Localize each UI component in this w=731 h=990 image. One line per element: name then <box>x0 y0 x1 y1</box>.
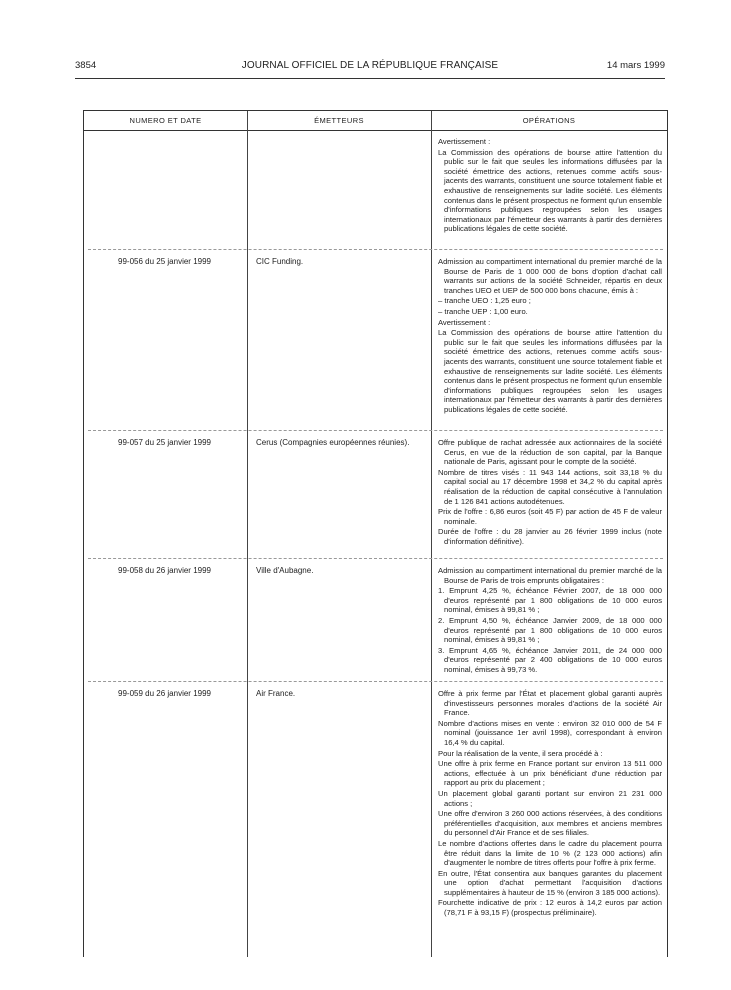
numero-text: 99-057 du 25 janvier 1999 <box>118 438 211 447</box>
operation-paragraph: Admission au compartiment international du premier marché de la Bourse de Paris de trois emprunts obligataires : <box>438 566 662 585</box>
column-header-numero: NUMERO ET DATE <box>129 116 202 125</box>
operations-cell <box>438 689 662 919</box>
operation-paragraph: Une offre à prix ferme en France portant sur environ 13 511 000 actions, effectuée à un prix bénéficiant d'une réduction par rapport au prix du placement ; <box>438 759 662 788</box>
row-separator <box>88 430 663 431</box>
numero-cell <box>84 137 247 146</box>
operations-cell <box>438 438 662 548</box>
column-header-emetteurs: ÉMETTEURS <box>314 116 364 125</box>
emetteur-cell: Cerus (Compagnies européennes réunies). <box>256 438 410 447</box>
operation-paragraph: Nombre d'actions mises en vente : environ 32 010 000 de 54 F nominal (jouissance 1er avril 1998), correspondant à environ 16,4 % du capital. <box>438 718 662 747</box>
operation-paragraph: Avertissement : <box>438 137 491 146</box>
operation-paragraph: 1. Emprunt 4,25 %, échéance Février 2007, de 18 000 000 d'euros représenté par 1 800 obligations de 10 000 euros nominal, émises à 99,81 % ; <box>438 586 662 615</box>
emetteur-cell: Ville d'Aubagne. <box>256 566 314 575</box>
numero-text: 99-059 du 26 janvier 1999 <box>118 689 211 698</box>
numero-cell <box>84 257 247 266</box>
operation-paragraph: Prix de l'offre : 6,86 euros (soit 45 F) par action de 45 F de valeur nominale. <box>438 507 662 526</box>
operation-paragraph: Pour la réalisation de la vente, il sera procédé à : <box>438 748 603 758</box>
operation-paragraph: Offre à prix ferme par l'État et placement global garanti auprès d'investisseurs personnes morales d'actions de la société Air France. <box>438 689 662 718</box>
operation-paragraph: Un placement global garanti portant sur environ 21 231 000 actions ; <box>438 788 662 808</box>
table-header <box>84 111 667 131</box>
numero-text: 99-056 du 25 janvier 1999 <box>118 257 211 266</box>
row-separator <box>88 681 663 682</box>
operation-paragraph: – tranche UEO : 1,25 euro ; <box>438 296 531 306</box>
operation-paragraph: La Commission des opérations de bourse attire l'attention du public sur le fait que seules les informations diffusées par la société émettrice des actions, retenues comme actifs sous-jacents des warrants, constituent une source totalement fiable et exhaustive de renseignements sur ladite société. Les éléments contenus dans le présent prospectus ne forment qu'un ensemble d'informations publiques regroupées selon les usages internationaux par l'émetteur des warrants à partir des dernières publications légales de cette société. <box>438 328 663 414</box>
page-header <box>75 60 665 74</box>
operation-paragraph: 2. Emprunt 4,50 %, échéance Janvier 2009, de 18 000 000 d'euros représenté par 1 800 obligations de 10 000 euros nominal, émises à 99,81 % ; <box>438 615 662 645</box>
operation-paragraph: Fourchette indicative de prix : 12 euros à 14,2 euros par action (78,71 F à 93,15 F) (prospectus préliminaire). <box>438 898 662 918</box>
operation-paragraph: Nombre de titres visés : 11 943 144 actions, soit 33,18 % du capital social au 17 décembre 1998 et 34,2 % du capital après réalisation de la réduction de capital consécutive à l'annulation de 1 126 841 actions autodétenues. <box>438 467 662 506</box>
operation-paragraph: Offre publique de rachat adressée aux actionnaires de la société Cerus, en vue de la réduction de son capital, par la Banque nationale de Paris, agissant pour le compte de la société. <box>438 438 662 467</box>
issue-date: 14 mars 1999 <box>606 60 665 71</box>
header-rule <box>75 78 665 79</box>
operation-paragraph: Une offre d'environ 3 260 000 actions réservées, à des conditions préférentielles d'acquisition, aux membres et anciens membres du personnel d'Air France et de ses filiales. <box>438 809 662 838</box>
numero-cell <box>84 438 247 447</box>
operation-paragraph: Admission au compartiment international du premier marché de la Bourse de Paris de 1 000 000 de bons d'option d'achat call warrants sur actions de la société Schneider, répartis en deux tranches UEO et UEP de 500 000 bons chacune, émis à : <box>438 257 662 295</box>
column-header-operations: OPÉRATIONS <box>522 116 576 125</box>
journal-title: JOURNAL OFFICIEL DE LA RÉPUBLIQUE FRANÇAISE <box>241 60 499 71</box>
numero-text: 99-058 du 26 janvier 1999 <box>118 566 211 575</box>
column-divider <box>431 111 432 957</box>
page-number: 3854 <box>75 60 97 71</box>
row-separator <box>88 558 663 559</box>
emetteur-cell: CIC Funding. <box>256 257 304 266</box>
numero-cell <box>84 566 247 575</box>
operation-paragraph: En outre, l'État consentira aux banques garantes du placement une option d'achat permettant l'acquisition d'actions supplémentaires à hauteur de 15 % (environ 3 185 000 actions). <box>438 868 662 897</box>
operation-paragraph: Avertissement : <box>438 317 491 327</box>
operation-paragraph: Durée de l'offre : du 28 janvier au 26 février 1999 inclus (note d'information définitive). <box>438 527 662 546</box>
operations-cell <box>438 566 662 676</box>
operation-paragraph: 3. Emprunt 4,65 %, échéance Janvier 2011, de 24 000 000 d'euros représenté par 2 400 obligations de 10 000 euros nominal, émises à 99,73 %. <box>438 645 662 674</box>
operations-cell <box>438 137 662 235</box>
operations-table <box>83 110 668 957</box>
operation-paragraph: La Commission des opérations de bourse attire l'attention du public sur le fait que seules les informations diffusées par la société émettrice des actions, retenues comme actifs sous-jacents des warrants, constituent une source totalement fiable et exhaustive de renseignements sur ladite société. Les éléments contenus dans le présent prospectus ne forment qu'un ensemble d'informations publiques regroupées selon les usages internationaux par l'émetteur des warrants à partir des dernières publications légales de cette société. <box>438 147 663 234</box>
numero-cell <box>84 689 247 698</box>
operation-paragraph: Le nombre d'actions offertes dans le cadre du placement pourra être réduit dans la limite de 10 % (2 123 000 actions) afin d'augmenter le nombre de titres offerts pour l'offre à prix ferme. <box>438 838 662 868</box>
operation-paragraph: – tranche UEP : 1,00 euro. <box>438 306 528 316</box>
operations-cell <box>438 257 662 416</box>
column-divider <box>247 111 248 957</box>
emetteur-cell: Air France. <box>256 689 296 698</box>
row-separator <box>88 249 663 250</box>
